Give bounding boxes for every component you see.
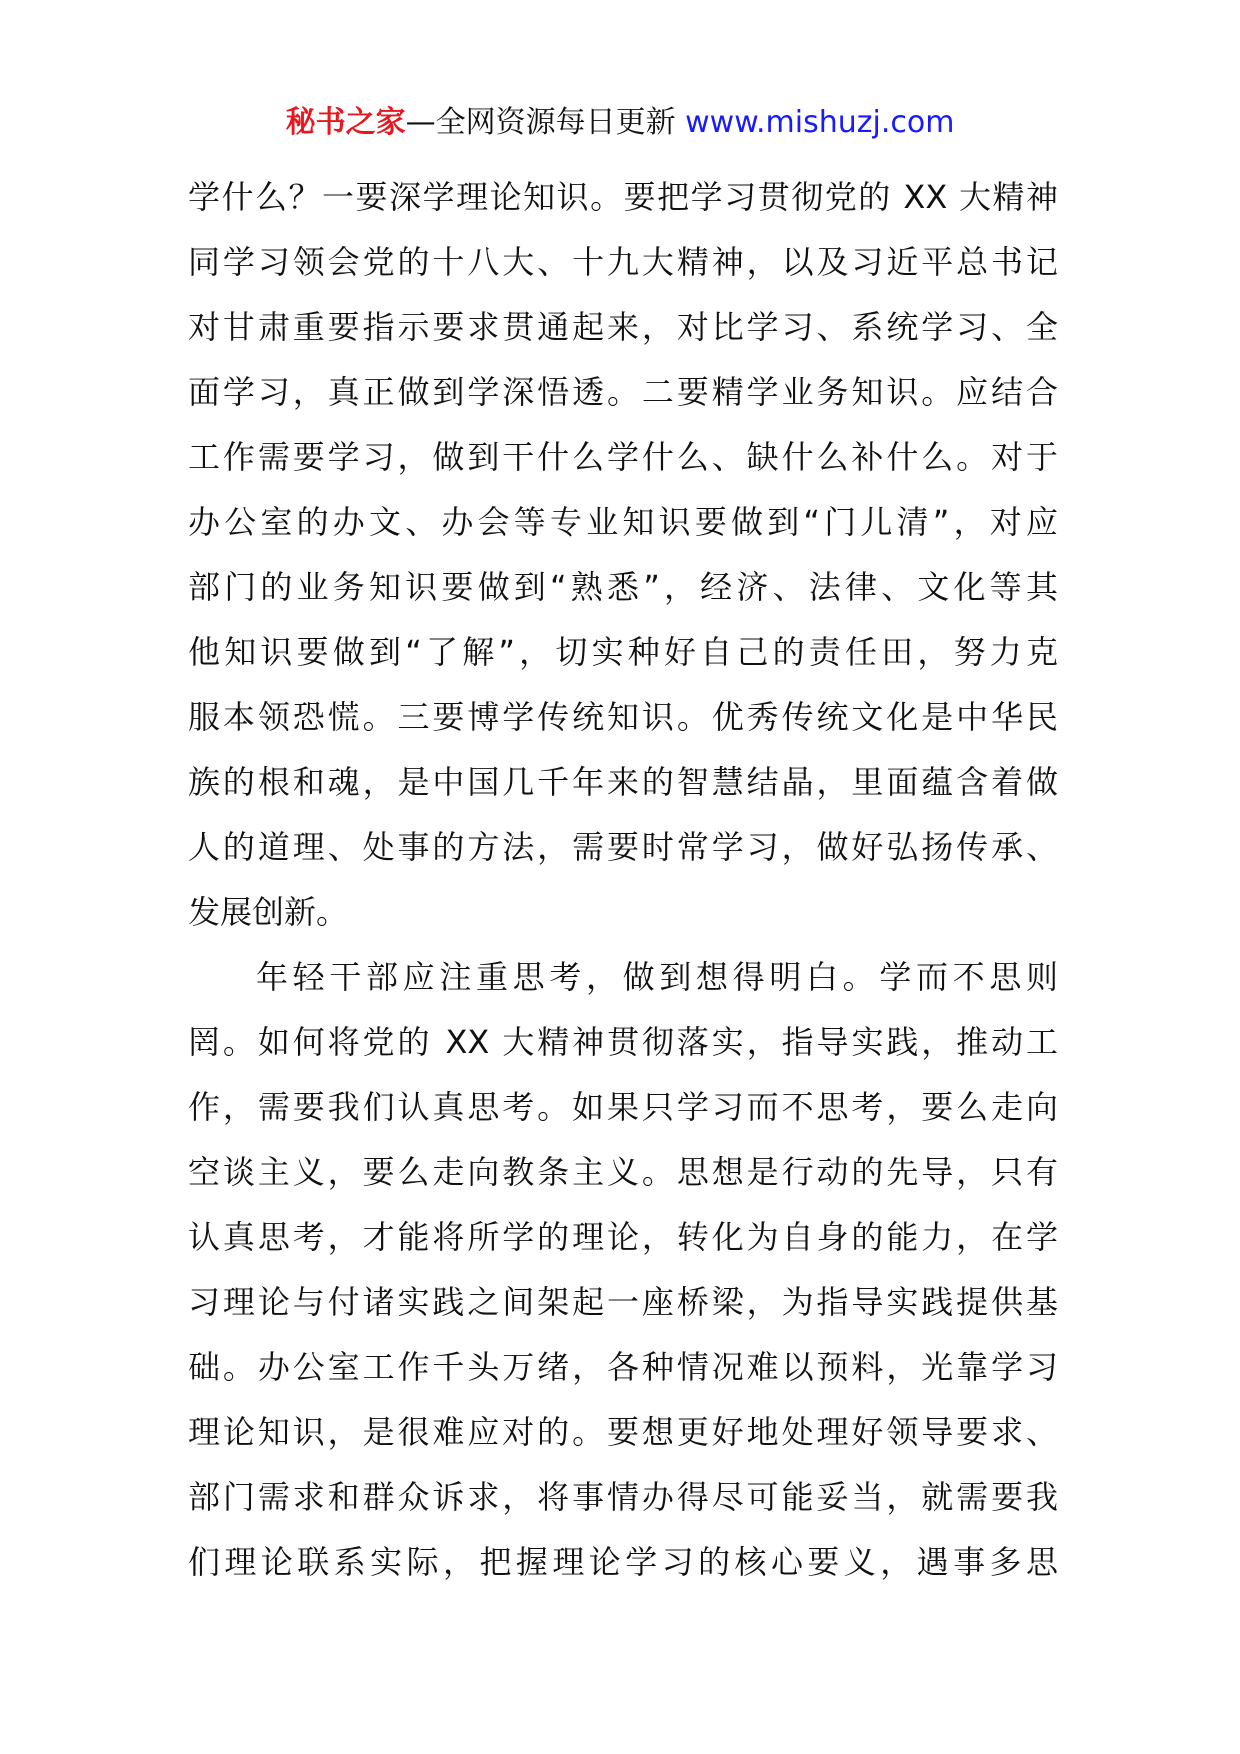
- text-line: 面学习，真正做到学深悟透。二要精学业务知识。应结合: [188, 373, 1058, 411]
- header-tagline: —全网资源每日更新: [405, 105, 686, 140]
- text-line: 发展创新。: [188, 893, 349, 931]
- text-line: 罔。如何将党的 XX 大精神贯彻落实，指导实践，推动工: [188, 1023, 1058, 1061]
- text-line: 他知识要做到“了解”，切实种好自己的责任田，努力克: [188, 633, 1058, 671]
- text-line: 们理论联系实际，把握理论学习的核心要义，遇事多思: [188, 1543, 1058, 1581]
- text-line: 习理论与付诸实践之间架起一座桥梁，为指导实践提供基: [188, 1283, 1058, 1321]
- text-line: 同学习领会党的十八大、十九大精神，以及习近平总书记: [188, 243, 1058, 281]
- text-line: 空谈主义，要么走向教条主义。思想是行动的先导，只有: [188, 1153, 1058, 1191]
- text-line: 族的根和魂，是中国几千年来的智慧结晶，里面蕴含着做: [188, 763, 1058, 801]
- text-line: 办公室的办文、办会等专业知识要做到“门儿清”，对应: [188, 503, 1058, 541]
- text-line: 部门的业务知识要做到“熟悉”，经济、法律、文化等其: [188, 568, 1058, 606]
- text-line: 学什么？一要深学理论知识。要把学习贯彻党的 XX 大精神: [188, 178, 1058, 216]
- text-line: 年轻干部应注重思考，做到想得明白。学而不思则: [256, 958, 1058, 996]
- document-body: [188, 165, 1058, 1595]
- paragraph-1: [188, 165, 1058, 945]
- text-line: 服本领恐慌。三要博学传统知识。优秀传统文化是中华民: [188, 698, 1058, 736]
- text-line: 人的道理、处事的方法，需要时常学习，做好弘扬传承、: [188, 828, 1058, 866]
- text-line: 对甘肃重要指示要求贯通起来，对比学习、系统学习、全: [188, 308, 1058, 346]
- text-line: 部门需求和群众诉求，将事情办得尽可能妥当，就需要我: [188, 1478, 1058, 1516]
- text-line: 认真思考，才能将所学的理论，转化为自身的能力，在学: [188, 1218, 1058, 1256]
- brand-name: 秘书之家: [285, 105, 406, 140]
- text-line: 工作需要学习，做到干什么学什么、缺什么补什么。对于: [188, 438, 1058, 476]
- text-line: 作，需要我们认真思考。如果只学习而不思考，要么走向: [188, 1088, 1058, 1126]
- site-header: [0, 100, 1240, 146]
- site-url-link[interactable]: www.mishuzj.com: [685, 105, 955, 140]
- text-line: 础。办公室工作千头万绪，各种情况难以预料，光靠学习: [188, 1348, 1058, 1386]
- text-line: 理论知识，是很难应对的。要想更好地处理好领导要求、: [188, 1413, 1058, 1451]
- paragraph-2: [188, 945, 1058, 1595]
